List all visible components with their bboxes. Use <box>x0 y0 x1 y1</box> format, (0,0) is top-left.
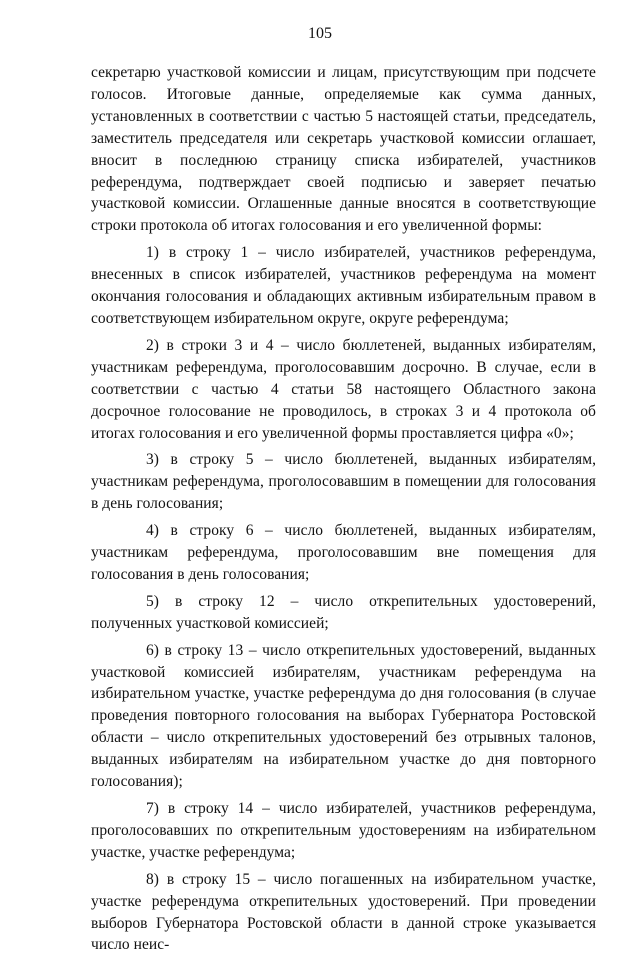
document-body <box>91 62 596 961</box>
paragraph-item-7: 7) в строку 14 – число избирателей, участников референдума, проголосовавших по открепительным удостоверениям на избирательном участке, участке референдума; <box>91 800 596 861</box>
paragraph-item-3: 3) в строку 5 – число бюллетеней, выданных избирателям, участникам референдума, проголосовавшим в помещении для голосования в день голосования; <box>91 451 596 513</box>
paragraph-item-4: 4) в строку 6 – число бюллетеней, выданных избирателям, участникам референдума, проголосовавшим вне помещения для голосования в день голосования; <box>91 522 596 583</box>
paragraph-item-5: 5) в строку 12 – число открепительных удостоверений, полученных участковой комиссией; <box>91 592 596 632</box>
paragraph-continuation: секретарю участковой комиссии и лицам, присутствующим при подсчете голосов. Итоговые данные, определяемые как сумма данных, установленных в соответствии с частью 5 настоящей статьи, председатель, заместитель председателя или секретарь участковой комиссии оглашает, вносит в последнюю страницу списка избирателей, участников референдума, подтверждает своей подписью и заверяет печатью участковой комиссии. Оглашенные данные вносятся в соответствующие строки протокола об итогах голосования и его увеличенной формы: <box>91 64 596 235</box>
paragraph-item-6: 6) в строку 13 – число открепительных удостоверений, выданных участковой комиссией избирателям, участникам референдума на избирательном участке, участке референдума до дня голосования (в случае проведения повторного голосования на выборах Губернатора Ростовской области – число открепительных удостоверений без отрывных талонов, выданных избирателям на избирательном участке до дня повторного голосования); <box>91 641 596 791</box>
paragraph-item-2: 2) в строки 3 и 4 – число бюллетеней, выданных избирателям, участникам референдума, проголосовавшим досрочно. В случае, если в соответствии с частью 4 статьи 58 настоящего Областного закона досрочное голосование не проводилось, в строках 3 и 4 протокола об итогах голосования и его увеличенной формы проставляется цифра «0»; <box>91 336 596 442</box>
paragraph-item-1: 1) в строку 1 – число избирателей, участников референдума, внесенных в список избирателей, участников референдума на момент окончания голосования и обладающих активным избирательным правом в соответствующем избирательном округе, округе референдума; <box>91 244 596 327</box>
paragraph-item-8: 8) в строку 15 – число погашенных на избирательном участке, участке референдума открепительных удостоверений. При проведении выборов Губернатора Ростовской области в данной строке указывается число неис- <box>91 870 596 954</box>
page-number: 105 <box>308 25 332 42</box>
